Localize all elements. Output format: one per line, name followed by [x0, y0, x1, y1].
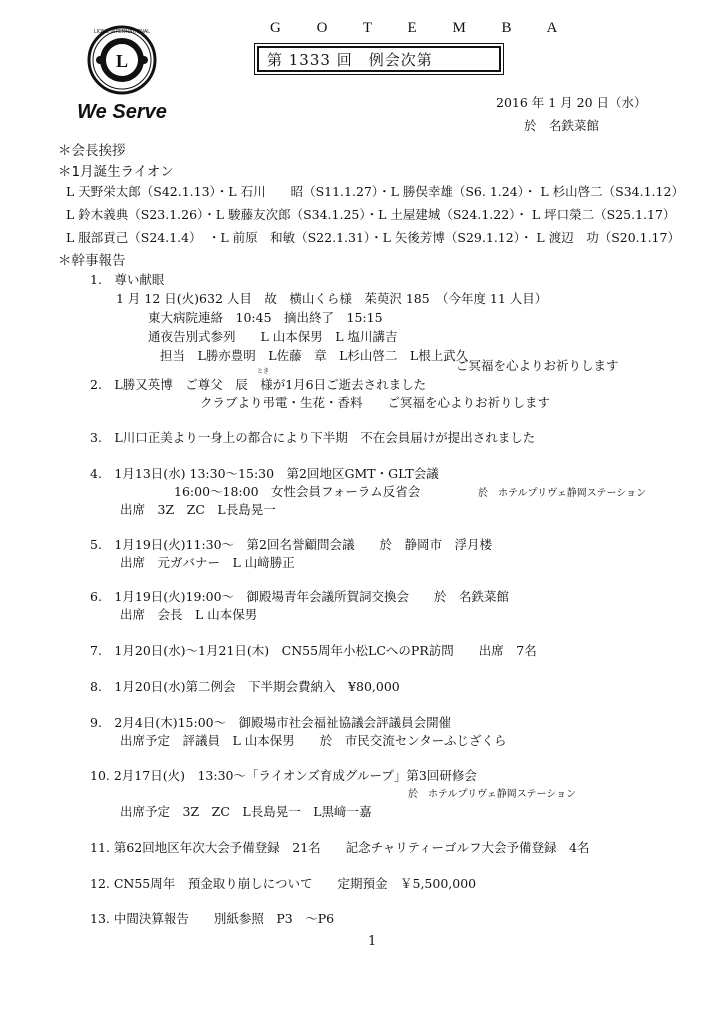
page-number: 1: [368, 934, 377, 949]
report-line: 出席予定 評議員 L 山本保男 於 市民交流センターふじざくら: [120, 733, 507, 748]
report-line: 1. 尊い献眼: [90, 272, 165, 287]
meeting-date: 2016 年 1 月 20 日（水）: [496, 95, 647, 110]
report-line: 於 ホテルプリヴェ静岡ステーション: [478, 488, 647, 499]
section-greeting: ＊会長挨拶: [58, 143, 126, 159]
report-line: 於 ホテルプリヴェ静岡ステーション: [408, 789, 577, 800]
report-line: 2. L勝又英博 ご尊父 辰 様が1月6日ご逝去されました: [90, 377, 427, 392]
report-line: 出席 元ガバナー L 山﨑勝正: [120, 555, 295, 570]
report-line: 担当 L勝亦豊明 L佐藤 章 L杉山啓二 L根上武久: [160, 348, 469, 363]
section-birthday: ＊1月誕生ライオン: [58, 164, 174, 180]
report-line: 1 月 12 日(火)632 人目 故 横山くら様 茱萸沢 185 （今年度 11 人目）: [116, 291, 548, 306]
lions-logo: [74, 20, 170, 126]
report-line: 12. CN55周年 預金取り崩しについて 定期預金 ￥5,500,000: [90, 876, 477, 891]
report-line: 出席予定 3Z ZC L長島晃一 L黒﨑一嘉: [120, 804, 372, 819]
report-line: 通夜告別式参列 L 山本保男 L 塩川講吉: [148, 329, 398, 344]
report-line: 8. 1月20日(水)第二例会 下半期会費納入 ¥80,000: [90, 679, 400, 694]
report-line: 5. 1月19日(火)11:30～ 第2回名誉顧問会議 於 静岡市 浮月楼: [90, 537, 493, 552]
report-line: 9. 2月4日(木)15:00～ 御殿場市社会福祉協議会評議員会開催: [90, 715, 452, 730]
report-line: 出席 3Z ZC L長島晃一: [120, 502, 276, 517]
report-line: 16:00～18:00 女性会員フォーラム反省会: [174, 484, 421, 499]
report-line: 6. 1月19日(火)19:00～ 御殿場青年会議所賀詞交換会 於 名鉄菜館: [90, 589, 510, 604]
ruby-text: とき: [257, 368, 270, 375]
report-line: 7. 1月20日(水)～1月21日(木) CN55周年小松LCへのPR訪問 出席 7名: [90, 643, 537, 658]
report-line: 4. 1月13日(水) 13:30～15:30 第2回地区GMT・GLT会議: [90, 466, 439, 481]
report-line: 3. L川口正美より一身上の都合により下半期 不在会員届けが提出されました: [90, 430, 536, 445]
report-line: 11. 第62回地区年次大会予備登録 21名 記念チャリティーゴルフ大会予備登録 4名: [90, 840, 590, 855]
club-name: G O T E M B A: [270, 20, 574, 36]
birthday-line: L 鈴木義典（S23.1.26）・L 駿藤友次郎（S34.1.25）・L 土屋建城（S24.1.22）・ L 坪口榮二（S25.1.17）: [66, 207, 676, 222]
report-line: クラブより弔電・生花・香料 ご冥福を心よりお祈りします: [200, 395, 551, 410]
birthday-line: L 天野栄太郎（S42.1.13）・L 石川 昭（S11.1.27）・L 勝俣幸雄（S6. 1.24）・ L 杉山啓二（S34.1.12）: [66, 184, 684, 199]
title-box: [257, 46, 501, 72]
page-title: 第 1333 回 例会次第: [267, 51, 433, 69]
birthday-line: L 服部貢己（S24.1.4） ・L 前原 和敏（S22.1.31）・L 矢後芳博（S29.1.12）・ L 渡辺 功（S20.1.17）: [66, 230, 680, 245]
logo-motto: We Serve: [77, 101, 167, 123]
report-line: ご冥福を心よりお祈りします: [456, 358, 619, 373]
report-line: 10. 2月17日(火) 13:30～「ライオンズ育成グループ」第3回研修会: [90, 768, 477, 783]
report-line: 東大病院連絡 10:45 摘出終了 15:15: [148, 310, 383, 325]
section-report: ＊幹事報告: [58, 253, 126, 269]
report-line: 13. 中間決算報告 別紙参照 P3 ～P6: [90, 911, 335, 926]
meeting-venue: 於 名鉄菜館: [524, 118, 600, 133]
logo-ring-text: LIONS INTERNATIONAL: [93, 29, 151, 35]
report-line: 出席 会長 L 山本保男: [120, 607, 258, 622]
logo-letter: L: [115, 51, 129, 71]
